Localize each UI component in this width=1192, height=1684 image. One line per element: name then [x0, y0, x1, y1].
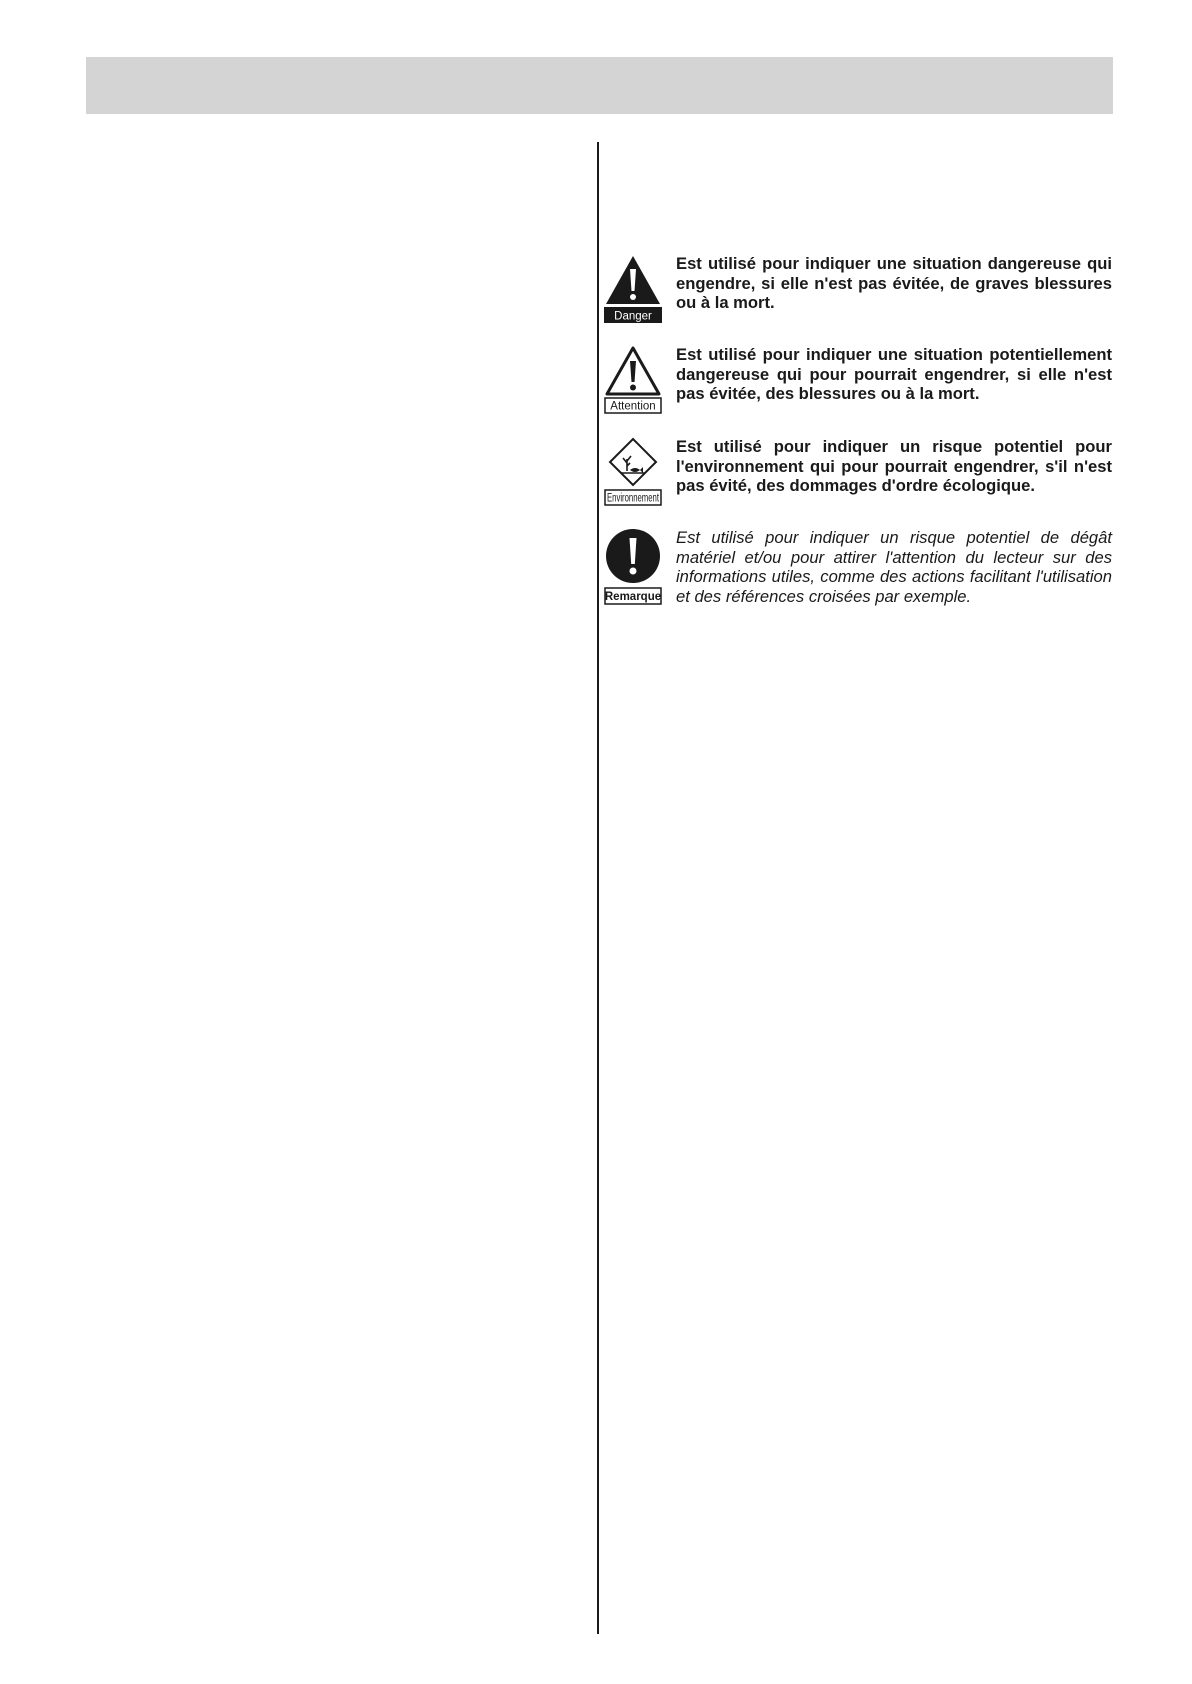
badge-remark: Remarque: [604, 591, 662, 603]
danger-triangle-icon: [604, 254, 662, 322]
remark-exclamation-circle-icon: [604, 528, 662, 612]
notice-attention-text: Est utilisé pour indiquer une situation potentiellement dangereuse qui pour pourrait engendrer, si elle n'est pas évitée, des blessures ou à la mort.: [676, 345, 1112, 403]
badge-danger: Danger: [614, 310, 652, 323]
badge-attention: Attention: [610, 400, 656, 413]
notice-environment-text: Est utilisé pour indiquer un risque potentiel pour l'environnement qui pour pourrait engendrer, s'il n'est pas évité, des dommages d'ordre écologique.: [676, 437, 1112, 495]
notice-danger-text: Est utilisé pour indiquer une situation dangereuse qui engendre, si elle n'est pas évitée, de graves blessures ou à la mort.: [676, 254, 1112, 312]
header-band: [86, 57, 1113, 114]
notice-remark-text: Est utilisé pour indiquer un risque potentiel de dégât matériel et/ou pour attirer l'attention du lecteur sur des informations utiles, comme des actions facilitant l'utilisation et des références croisées par exemple.: [676, 528, 1112, 606]
attention-triangle-icon: [604, 345, 662, 415]
environment-hazard-icon: [604, 437, 662, 507]
column-divider: [597, 142, 599, 1634]
badge-environment: Environnement: [607, 492, 660, 505]
